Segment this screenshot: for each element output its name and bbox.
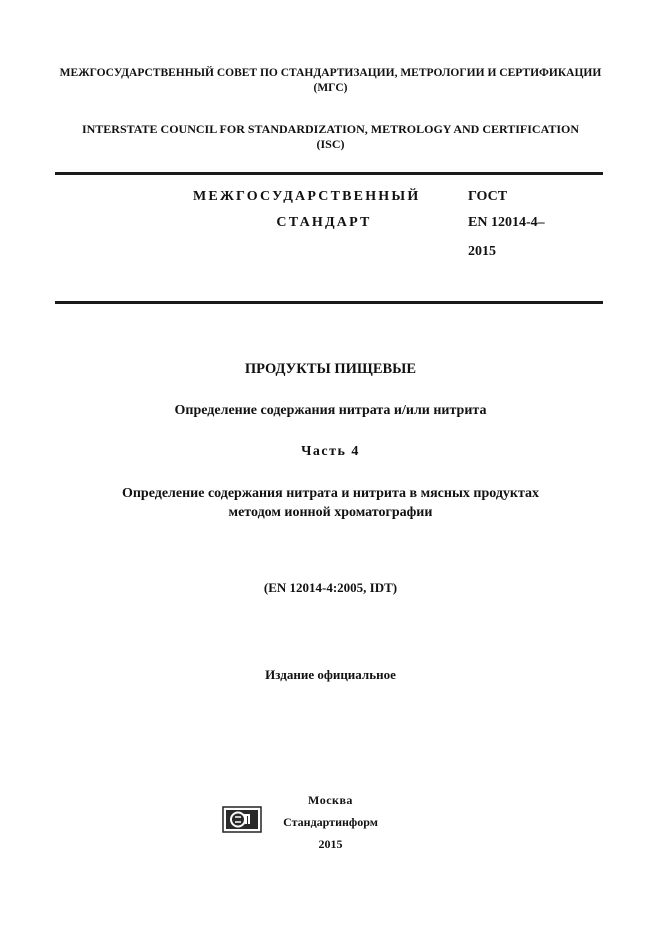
edition-label: Издание официальное bbox=[265, 667, 396, 682]
standard-code-line2: EN 12014-4– bbox=[468, 215, 545, 230]
part-number: Часть 4 bbox=[301, 444, 360, 459]
council-en-abbr: (ISC) bbox=[316, 137, 345, 151]
standard-type-line2: СТАНДАРТ bbox=[276, 215, 372, 230]
publisher-city: Москва bbox=[308, 793, 353, 807]
standard-type-line1: МЕЖГОСУДАРСТВЕННЫЙ bbox=[193, 189, 421, 204]
bottom-divider bbox=[55, 301, 603, 304]
equivalence-note: (EN 12014-4:2005, IDT) bbox=[263, 580, 398, 595]
standartinform-logo-icon bbox=[222, 806, 262, 833]
standard-code-line1: ГОСТ bbox=[468, 189, 508, 204]
part-title-line2: методом ионной хроматографии bbox=[228, 505, 433, 520]
council-en-line1: INTERSTATE COUNCIL FOR STANDARDIZATION, METROLOGY AND CERTIFICATION bbox=[81, 122, 580, 136]
document-title: ПРОДУКТЫ ПИЩЕВЫЕ bbox=[244, 361, 417, 377]
council-ru-abbr: (МГС) bbox=[313, 82, 348, 94]
part-title-line1: Определение содержания нитрата и нитрита в мясных продуктах bbox=[121, 486, 540, 501]
publisher-year: 2015 bbox=[318, 837, 343, 851]
council-ru-line1: МЕЖГОСУДАРСТВЕННЫЙ СОВЕТ ПО СТАНДАРТИЗАЦИИ, МЕТРОЛОГИИ И СЕРТИФИКАЦИИ bbox=[59, 67, 602, 79]
standard-code-line3: 2015 bbox=[468, 244, 496, 259]
top-divider bbox=[55, 172, 603, 175]
publisher-name: Стандартинформ bbox=[283, 815, 378, 829]
document-subtitle: Определение содержания нитрата и/или нитрита bbox=[174, 403, 487, 418]
